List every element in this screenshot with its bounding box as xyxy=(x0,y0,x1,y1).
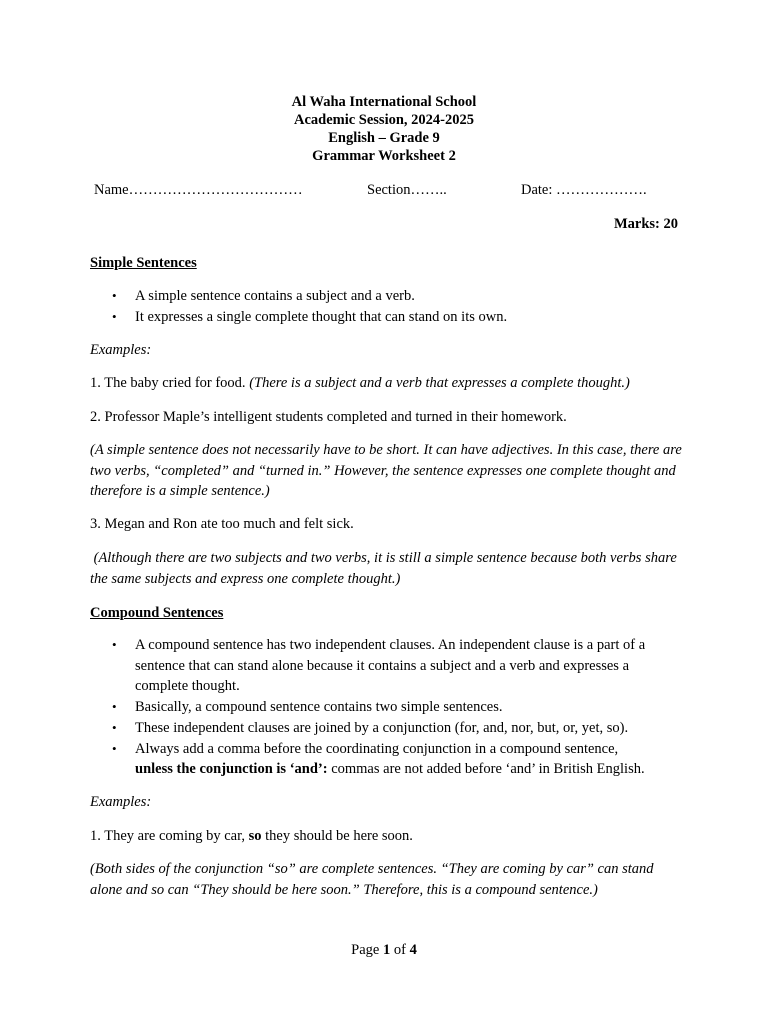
document-header xyxy=(0,93,768,165)
list-item: • Basically, a compound sentence contains two simple sentences. xyxy=(112,699,503,716)
compound-example-1: 1. They are coming by car, so they should be here soon. xyxy=(90,828,413,844)
compound-sentences-heading: Compound Sentences xyxy=(90,605,224,621)
simple-bullet-list xyxy=(90,286,680,327)
section-field: Section…….. xyxy=(367,182,447,198)
list-item: • These independent clauses are joined by a conjunction (for, and, nor, but, or, yet, so). xyxy=(112,719,629,736)
simple-example-2-note: (A simple sentence does not necessarily have to be short. It can have adjectives. In this case, there are two verbs, “completed” and “turned in.” However, the sentence expresses one complete thought and therefore is a simple sentence.) xyxy=(90,442,682,499)
simple-example-1: 1. The baby cried for food. (There is a subject and a verb that expresses a complete thought.) xyxy=(90,375,630,391)
list-item: • A compound sentence has two independent clauses. An independent clause is a part of a sentence that can stand alone because it contains a subject and a verb and expresses a complete thought. xyxy=(112,637,646,695)
compound-examples-label: Examples: xyxy=(90,794,152,810)
simple-example-3: 3. Megan and Ron ate too much and felt sick. xyxy=(90,516,354,532)
compound-example-1-note: (Both sides of the conjunction “so” are complete sentences. “They are coming by car” can stand alone and so can “They should be here soon.” Therefore, this is a compound sentence.) xyxy=(90,861,654,898)
list-item: • It expresses a single complete thought that can stand on its own. xyxy=(112,308,508,325)
marks-label: Marks: 20 xyxy=(613,216,678,232)
list-item: • Always add a comma before the coordinating conjunction in a compound sentence, unless the conjunction is ‘and’: commas are not added before ‘and’ in British English. xyxy=(112,740,645,778)
compound-bullet-list xyxy=(90,635,680,780)
date-field: Date: ………………. xyxy=(521,182,647,198)
simple-examples-label: Examples: xyxy=(90,342,152,358)
subject-grade: English – Grade 9 xyxy=(328,130,440,146)
current-page-number: 1 xyxy=(382,942,391,958)
school-name: Al Waha International School xyxy=(291,94,477,110)
list-item: • A simple sentence contains a subject and a verb. xyxy=(112,288,415,304)
total-page-number: 4 xyxy=(409,942,417,958)
academic-session: Academic Session, 2024-2025 xyxy=(293,112,475,128)
simple-example-2: 2. Professor Maple’s intelligent students completed and turned in their homework. xyxy=(90,409,567,425)
name-field: Name……………………………… xyxy=(94,182,303,198)
page-footer: Page 1 of 4 xyxy=(351,942,417,958)
student-info-row xyxy=(0,182,768,202)
worksheet-title: Grammar Worksheet 2 xyxy=(312,148,456,164)
simple-sentences-heading: Simple Sentences xyxy=(90,255,197,271)
simple-example-3-note: (Although there are two subjects and two verbs, it is still a simple sentence because both verbs share the same subjects and express one complete thought.) xyxy=(90,550,681,587)
